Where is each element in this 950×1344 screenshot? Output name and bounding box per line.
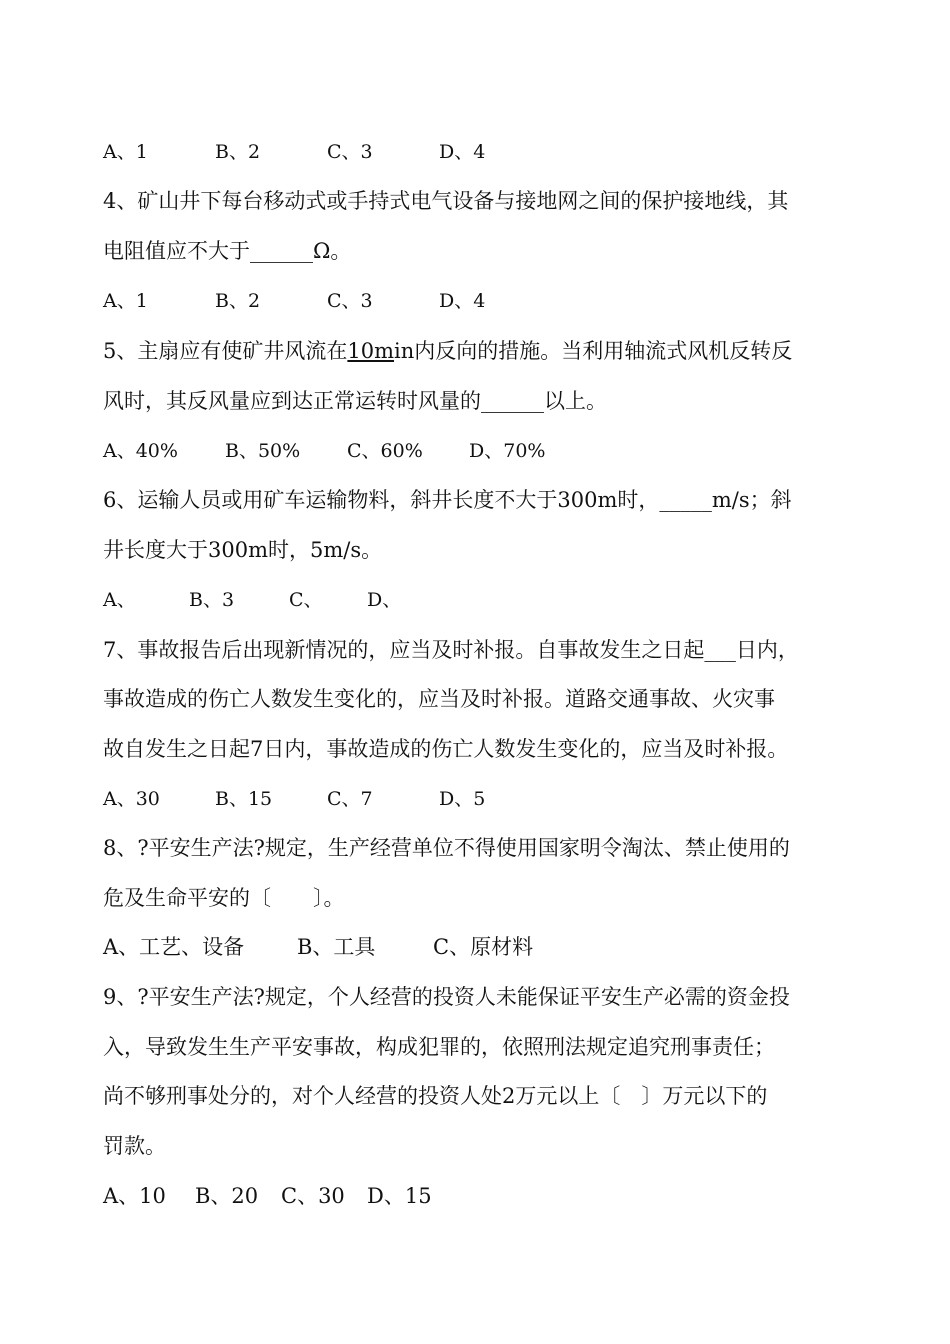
q4-options: [103, 286, 551, 316]
q4-option-c: C、3: [327, 290, 373, 312]
q5-text-line-1: [103, 336, 792, 366]
q6-option-d: D、: [367, 589, 402, 611]
q4-option-a: A、1: [103, 290, 148, 312]
q9-option-d: D、15: [367, 1184, 432, 1208]
q9-text-line-3: 尚不够刑事处分的，对个人经营的投资人处2万元以上〔 〕万元以下的: [103, 1084, 768, 1108]
q7-option-b: B、15: [215, 788, 273, 810]
q8-option-a: A、工艺、设备: [103, 935, 245, 959]
q8-text-line-1: 8、?平安生产法?规定，生产经营单位不得使用国家明令淘汰、禁止使用的: [103, 836, 790, 860]
q9-text-line-2: 入，导致发生生产平安事故，构成犯罪的，依照刑法规定追究刑事责任；: [103, 1035, 775, 1059]
q9-text-line-4: 罚款。: [103, 1134, 166, 1158]
q3-option-d: D、4: [439, 141, 486, 163]
q4-option-b: B、2: [215, 290, 261, 312]
q9-options: [103, 1181, 432, 1211]
q7-option-c: C、7: [327, 788, 373, 810]
q3-options: [103, 137, 551, 167]
q6-text-line-2: 井长度大于300m时，5m/s。: [103, 538, 383, 562]
q5-option-c: C、60%: [347, 440, 423, 462]
q6-options: [103, 585, 401, 615]
q9-option-a: A、10: [103, 1184, 166, 1208]
q3-option-b: B、2: [215, 141, 261, 163]
q9-option-b: B、20: [195, 1184, 259, 1208]
q9-option-c: C、30: [281, 1184, 345, 1208]
q3-option-c: C、3: [327, 141, 373, 163]
q7-option-d: D、5: [439, 788, 486, 810]
q7-text-line-1: 7、事故报告后出现新情况的，应当及时补报。自事故发生之日起___日内，: [103, 638, 799, 662]
q7-options: [103, 784, 551, 814]
q5-option-d: D、70%: [469, 440, 546, 462]
q5-text-line-2: 风时，其反风量应到达正常运转时风量的______以上。: [103, 389, 607, 413]
q4-text-line-2: 电阻值应不大于______Ω。: [103, 239, 352, 263]
q5-line1-pre: 5、主扇应有使矿井风流在: [103, 339, 348, 363]
q9-text-line-1: 9、?平安生产法?规定，个人经营的投资人未能保证平安生产必需的资金投: [103, 985, 790, 1009]
q5-option-a: A、40%: [103, 440, 178, 462]
q4-option-d: D、4: [439, 290, 486, 312]
q3-option-a: A、1: [103, 141, 148, 163]
q6-text-line-1: 6、运输人员或用矿车运输物料，斜井长度不大于300m时，_____m/s；斜: [103, 488, 792, 512]
q8-option-b: B、工具: [297, 935, 376, 959]
q8-option-c: C、原材料: [433, 935, 534, 959]
q6-option-a: A、: [103, 589, 136, 611]
q4-text-line-1: 4、矿山井下每台移动式或手持式电气设备与接地网之间的保护接地线，其: [103, 189, 789, 213]
q7-text-line-2: 事故造成的伤亡人数发生变化的，应当及时补报。道路交通事故、火灾事: [103, 687, 775, 711]
q8-text-line-2: 危及生命平安的〔 〕。: [103, 886, 345, 910]
q6-option-c: C、: [289, 589, 323, 611]
q6-option-b: B、3: [189, 589, 235, 611]
q5-options: [103, 436, 591, 466]
q7-text-line-3: 故自发生之日起7日内，事故造成的伤亡人数发生变化的，应当及时补报。: [103, 737, 789, 761]
q5-line1-underlined: 10m: [347, 339, 395, 363]
q7-option-a: A、30: [103, 788, 160, 810]
q5-option-b: B、50%: [225, 440, 301, 462]
q8-options: [103, 932, 533, 962]
q5-line1-post: in内反向的措施。当利用轴流式风机反转反: [394, 339, 793, 363]
